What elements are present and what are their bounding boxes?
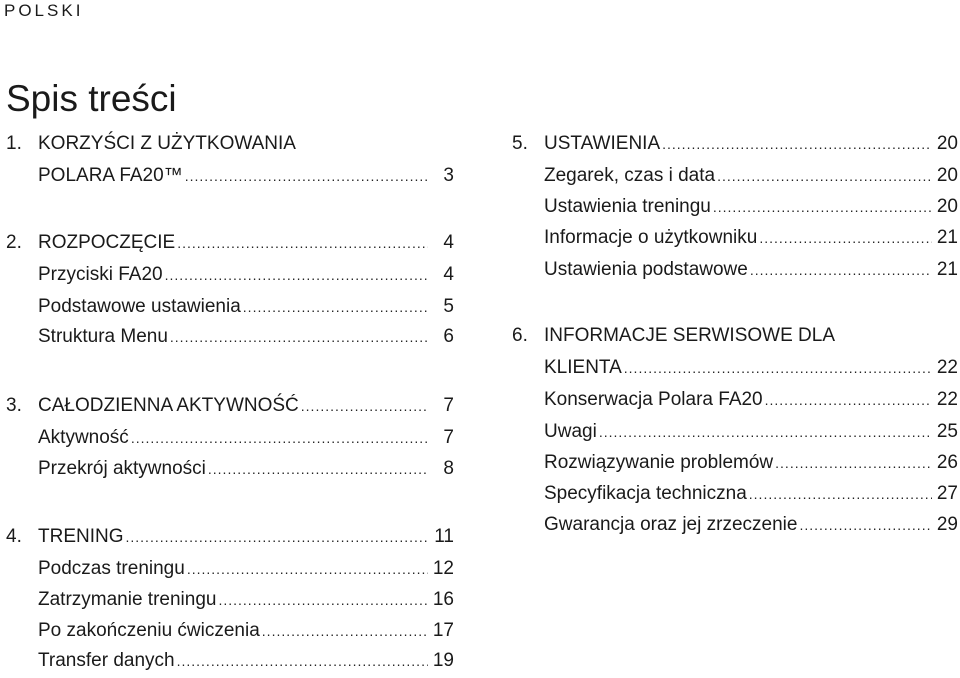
toc-entry-number: 1. bbox=[6, 133, 22, 154]
toc-entry-label: Specyfikacja techniczna bbox=[544, 483, 747, 504]
toc-entry[interactable] bbox=[512, 480, 958, 508]
toc-entry[interactable] bbox=[6, 293, 454, 321]
toc-entry[interactable] bbox=[6, 162, 454, 190]
toc-entry-number: 6. bbox=[512, 325, 528, 346]
page-title: Spis treści bbox=[6, 77, 177, 119]
toc-entry-label: Ustawienia podstawowe bbox=[544, 259, 748, 280]
toc-entry-page: 12 bbox=[432, 558, 454, 579]
toc-leader-dots bbox=[624, 354, 932, 382]
toc-entry-page: 27 bbox=[936, 483, 958, 504]
toc-entry-label: Aktywność bbox=[38, 427, 129, 448]
toc-entry-label: Po zakończeniu ćwiczenia bbox=[38, 620, 260, 641]
toc-entry[interactable] bbox=[6, 455, 454, 483]
toc-leader-dots bbox=[262, 617, 428, 645]
toc-entry[interactable] bbox=[6, 130, 454, 158]
toc-leader-dots bbox=[208, 455, 428, 483]
toc-entry[interactable] bbox=[512, 193, 958, 221]
toc-entry-page: 21 bbox=[936, 259, 958, 280]
toc-entry-label: Uwagi bbox=[544, 421, 597, 442]
toc-entry[interactable] bbox=[512, 322, 958, 350]
toc-leader-dots bbox=[218, 586, 428, 614]
toc-leader-dots bbox=[301, 392, 428, 420]
toc-entry[interactable] bbox=[512, 354, 958, 382]
toc-leader-dots bbox=[599, 418, 932, 446]
toc-entry[interactable] bbox=[6, 229, 454, 257]
toc-entry-label: TRENING bbox=[38, 526, 124, 547]
toc-leader-dots bbox=[749, 480, 932, 508]
toc-entry-page: 21 bbox=[936, 227, 958, 248]
toc-leader-dots bbox=[131, 424, 428, 452]
toc-entry[interactable] bbox=[6, 555, 454, 583]
toc-leader-dots bbox=[185, 162, 428, 190]
toc-entry-page: 20 bbox=[936, 133, 958, 154]
toc-entry[interactable] bbox=[512, 256, 958, 284]
toc-entry-label: Podstawowe ustawienia bbox=[38, 296, 241, 317]
toc-entry-label: Struktura Menu bbox=[38, 326, 168, 347]
toc-entry-label: Ustawienia treningu bbox=[544, 196, 711, 217]
toc-leader-dots bbox=[759, 224, 932, 252]
toc-leader-dots bbox=[126, 523, 429, 551]
toc-entry[interactable] bbox=[6, 647, 454, 675]
toc-entry-number: 5. bbox=[512, 133, 528, 154]
toc-entry-page: 25 bbox=[936, 421, 958, 442]
toc-entry-page: 7 bbox=[443, 427, 454, 448]
toc-entry-page: 8 bbox=[443, 458, 454, 479]
toc-entry-label: ROZPOCZĘCIE bbox=[38, 232, 176, 253]
toc-leader-dots bbox=[799, 511, 932, 539]
toc-leader-dots bbox=[765, 386, 932, 414]
toc-entry-page: 7 bbox=[443, 395, 454, 416]
toc-entry[interactable] bbox=[6, 392, 454, 420]
toc-entry-page: 17 bbox=[432, 620, 454, 641]
toc-entry-page: 22 bbox=[936, 389, 958, 410]
toc-entry-label: Zegarek, czas i data bbox=[544, 165, 716, 186]
toc-entry-page: 19 bbox=[432, 650, 454, 671]
toc-entry-page: 26 bbox=[936, 452, 958, 473]
toc-entry[interactable] bbox=[512, 386, 958, 414]
toc-leader-dots bbox=[750, 256, 932, 284]
toc-leader-dots bbox=[243, 293, 428, 321]
toc-entry[interactable] bbox=[6, 523, 454, 551]
toc-entry-number: 3. bbox=[6, 395, 22, 416]
toc-entry-label: USTAWIENIA bbox=[544, 133, 661, 154]
toc-entry-label: Przekrój aktywności bbox=[38, 458, 206, 479]
toc-entry[interactable] bbox=[6, 424, 454, 452]
toc-entry-page: 22 bbox=[936, 357, 958, 378]
toc-entry-number: 2. bbox=[6, 232, 22, 253]
toc-entry-page: 20 bbox=[936, 165, 958, 186]
toc-entry-label: INFORMACJE SERWISOWE DLA bbox=[544, 325, 836, 346]
toc-entry[interactable] bbox=[512, 449, 958, 477]
toc-entry-page: 4 bbox=[443, 232, 454, 253]
toc-leader-dots bbox=[713, 193, 932, 221]
toc-entry[interactable] bbox=[512, 224, 958, 252]
toc-entry-page: 20 bbox=[936, 196, 958, 217]
toc-entry[interactable] bbox=[6, 323, 454, 351]
toc-entry[interactable] bbox=[6, 261, 454, 289]
toc-entry[interactable] bbox=[512, 511, 958, 539]
toc-entry-label: Podczas treningu bbox=[38, 558, 185, 579]
toc-entry-label: Transfer danych bbox=[38, 650, 175, 671]
toc-leader-dots bbox=[170, 323, 428, 351]
toc-leader-dots bbox=[177, 229, 428, 257]
toc-entry-page: 16 bbox=[432, 589, 454, 610]
toc-leader-dots bbox=[717, 162, 932, 190]
toc-leader-dots bbox=[662, 130, 932, 158]
toc-entry-page: 11 bbox=[434, 526, 454, 547]
toc-entry-label: Konserwacja Polara FA20 bbox=[544, 389, 763, 410]
toc-entry-label: Informacje o użytkowniku bbox=[544, 227, 758, 248]
toc-entry-label: CAŁODZIENNA AKTYWNOŚĆ bbox=[38, 395, 299, 416]
toc-entry[interactable] bbox=[512, 418, 958, 446]
toc-entry-page: 6 bbox=[443, 326, 454, 347]
toc-leader-dots bbox=[775, 449, 932, 477]
toc-leader-dots bbox=[165, 261, 428, 289]
toc-entry[interactable] bbox=[512, 162, 958, 190]
toc-entry-label: KLIENTA bbox=[544, 357, 622, 378]
toc-entry-label: POLARA FA20™ bbox=[38, 165, 183, 186]
toc-leader-dots bbox=[187, 555, 428, 583]
toc-entry-page: 29 bbox=[936, 514, 958, 535]
toc-entry-label: Przyciski FA20 bbox=[38, 264, 163, 285]
toc-entry-label: Rozwiązywanie problemów bbox=[544, 452, 774, 473]
toc-entry-page: 5 bbox=[443, 296, 454, 317]
toc-entry[interactable] bbox=[6, 617, 454, 645]
toc-entry-page: 4 bbox=[443, 264, 454, 285]
toc-entry[interactable] bbox=[512, 130, 958, 158]
toc-entry-label: Zatrzymanie treningu bbox=[38, 589, 217, 610]
toc-entry-number: 4. bbox=[6, 526, 22, 547]
toc-entry-label: Gwarancja oraz jej zrzeczenie bbox=[544, 514, 798, 535]
toc-entry-label: KORZYŚCI Z UŻYTKOWANIA bbox=[38, 133, 296, 154]
toc-entry[interactable] bbox=[6, 586, 454, 614]
language-label: POLSKI bbox=[4, 1, 84, 20]
toc-entry-page: 3 bbox=[443, 165, 454, 186]
toc-leader-dots bbox=[177, 647, 428, 675]
